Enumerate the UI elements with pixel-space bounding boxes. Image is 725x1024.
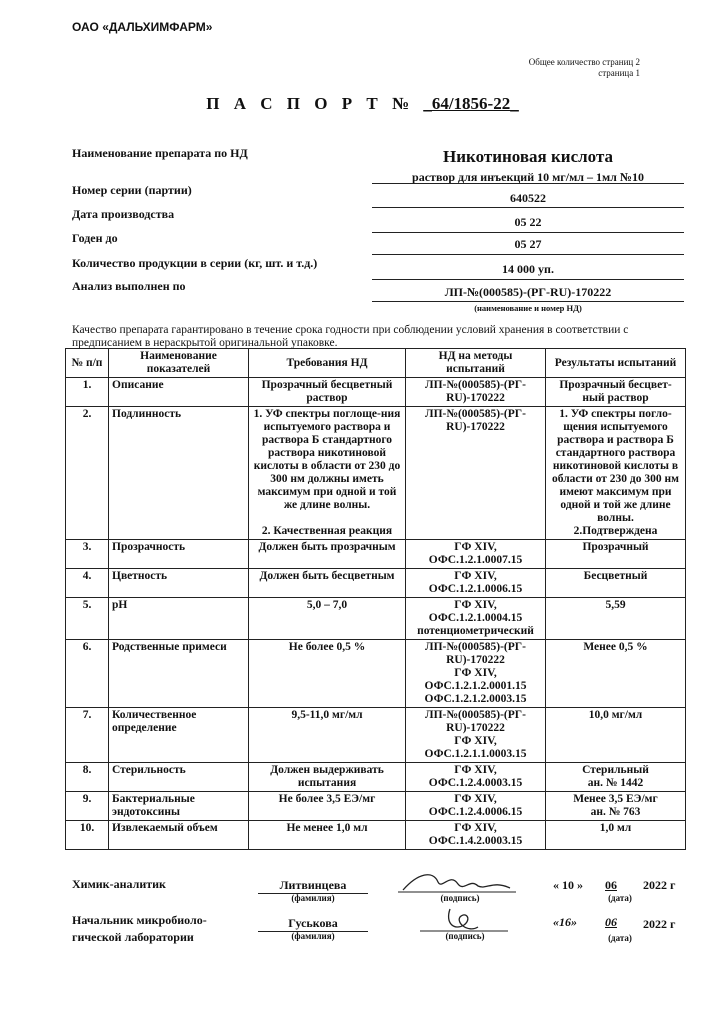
title-prefix: П А С П О Р Т № (206, 94, 424, 113)
lab-head-sign-caption: (подпись) (445, 931, 485, 941)
row-number: 6. (66, 640, 109, 708)
chemist-name-caption: (фамилия) (291, 893, 335, 903)
row-requirement: Должен быть прозрачным (249, 540, 406, 569)
row-method: ГФ XIV, ОФС.1.4.2.0003.15 (406, 821, 546, 850)
line (372, 279, 684, 280)
row-number: 10. (66, 821, 109, 850)
header-requirements: Требования НД (249, 349, 406, 378)
lab-head-name-caption: (фамилия) (291, 931, 335, 941)
total-pages: Общее количество страниц 2 (528, 57, 640, 67)
expiry-date: 05 27 (514, 237, 542, 251)
row-requirement: Должен быть бесцветным (249, 569, 406, 598)
chemist-signature (398, 868, 518, 896)
row-method: ГФ XIV, ОФС.1.2.1.0007.15 (406, 540, 546, 569)
drug-name: Никотиновая кислота (442, 147, 614, 166)
lab-head-date-year: 2022 г (643, 917, 676, 931)
batch-number: 640522 (510, 191, 546, 205)
table-row (66, 598, 686, 640)
row-number: 3. (66, 540, 109, 569)
row-requirement: Должен выдерживать испытания (249, 763, 406, 792)
table-row (66, 763, 686, 792)
row-method: ГФ XIV, ОФС.1.2.1.0004.15 потенциометрический (406, 598, 546, 640)
chemist-role: Химик-аналитик (72, 877, 166, 891)
row-result: Прозрачный (546, 540, 686, 569)
table-row (66, 792, 686, 821)
row-indicator: Описание (109, 378, 249, 407)
table-row (66, 640, 686, 708)
quantity: 14 000 уп. (502, 262, 554, 276)
row-requirement: Не менее 1,0 мл (249, 821, 406, 850)
chemist-sign-caption: (подпись) (440, 893, 480, 903)
line (372, 207, 684, 208)
page-number: страница 1 (598, 68, 640, 78)
row-number: 2. (66, 407, 109, 540)
results-table (65, 348, 686, 850)
row-indicator: Подлинность (109, 407, 249, 540)
header-results: Результаты испытаний (546, 349, 686, 378)
row-number: 8. (66, 763, 109, 792)
chemist-date-day: « 10 » (553, 878, 583, 892)
row-requirement: Не более 0,5 % (249, 640, 406, 708)
row-result: 1. УФ спектры погло-щения испытуемого раствора и раствора Б стандартного раствора никотиновой кислоты в области от 230 до 300 нм имеют максимум при одной и той же длине волны. 2.Подтверждена (546, 407, 686, 540)
line (372, 183, 684, 184)
lab-head-date-day: «16» (553, 915, 577, 929)
row-number: 4. (66, 569, 109, 598)
row-indicator: Бактериальные эндотоксины (109, 792, 249, 821)
table-header-row (66, 349, 686, 378)
row-method: ЛП-№(000585)-(РГ-RU)-170222 (406, 407, 546, 540)
table-row (66, 378, 686, 407)
row-method: ГФ XIV, ОФС.1.2.4.0006.15 (406, 792, 546, 821)
row-requirement: Прозрачный бесцветный раствор (249, 378, 406, 407)
row-indicator: Прозрачность (109, 540, 249, 569)
row-indicator: Родственные примеси (109, 640, 249, 708)
row-indicator: Стерильность (109, 763, 249, 792)
expiry-label: Годен до (72, 231, 118, 245)
row-indicator: pH (109, 598, 249, 640)
production-date: 05 22 (514, 215, 542, 229)
passport-number: _64/1856-22_ (423, 94, 519, 113)
line (372, 254, 684, 255)
row-method: ГФ XIV, ОФС.1.2.4.0003.15 (406, 763, 546, 792)
production-label: Дата производства (72, 207, 175, 221)
chemist-date-month: 06 (605, 878, 617, 892)
row-method: ЛП-№(000585)-(РГ-RU)-170222 ГФ XIV, ОФС.1.2.1.2.0001.15 ОФС.1.2.1.2.0003.15 (406, 640, 546, 708)
name-label: Наименование препарата по НД (72, 146, 248, 160)
batch-label: Номер серии (партии) (72, 183, 192, 197)
row-number: 5. (66, 598, 109, 640)
row-indicator: Цветность (109, 569, 249, 598)
drug-form: раствор для инъекций 10 мг/мл – 1мл №10 (412, 170, 644, 184)
row-result: 1,0 мл (546, 821, 686, 850)
lab-head-date-month: 06 (605, 915, 617, 929)
table-row (66, 569, 686, 598)
chemist-date-year: 2022 г (643, 878, 676, 892)
header-number: № п/п (66, 349, 109, 378)
row-method: ГФ XIV, ОФС.1.2.1.0006.15 (406, 569, 546, 598)
row-requirement: 5,0 – 7,0 (249, 598, 406, 640)
row-number: 9. (66, 792, 109, 821)
page-title (0, 94, 725, 114)
line (372, 232, 684, 233)
row-method: ЛП-№(000585)-(РГ-RU)-170222 (406, 378, 546, 407)
line (372, 301, 684, 302)
header-indicator: Наименование показателей (109, 349, 249, 378)
row-result: Менее 0,5 % (546, 640, 686, 708)
quantity-label: Количество продукции в серии (кг, шт. и т.д.) (72, 256, 318, 270)
chemist-name: Литвинцева (258, 878, 368, 894)
lab-head-name: Гуськова (258, 916, 368, 932)
row-requirement: 1. УФ спектры поглоще-ния испытуемого раствора и раствора Б стандартного раствора никотиновой кислоты в области от 230 до 300 нм должны иметь максимум при одной и той же длине волны. 2. Качественная реакция (249, 407, 406, 540)
analysis-document: ЛП-№(000585)-(РГ-RU)-170222 (444, 285, 612, 299)
row-number: 1. (66, 378, 109, 407)
row-method: ЛП-№(000585)-(РГ-RU)-170222 ГФ XIV, ОФС.1.2.1.1.0003.15 (406, 708, 546, 763)
row-result: Стерильный ан. № 1442 (546, 763, 686, 792)
row-result: 10,0 мг/мл (546, 708, 686, 763)
row-requirement: Не более 3,5 ЕЭ/мг (249, 792, 406, 821)
row-number: 7. (66, 708, 109, 763)
row-result: 5,59 (546, 598, 686, 640)
table-row (66, 821, 686, 850)
table-row (66, 407, 686, 540)
row-result: Прозрачный бесцвет-ный раствор (546, 378, 686, 407)
page-count (529, 57, 640, 79)
chemist-date-caption: (дата) (608, 893, 632, 903)
header-methods: НД на методы испытаний (406, 349, 546, 378)
analysis-note: (наименование и номер НД) (474, 303, 582, 313)
company-name: ОАО «ДАЛЬХИМФАРМ» (72, 20, 213, 34)
row-requirement: 9,5-11,0 мг/мл (249, 708, 406, 763)
lab-head-date-caption: (дата) (608, 933, 632, 943)
table-row (66, 540, 686, 569)
analysis-label: Анализ выполнен по (72, 279, 186, 293)
row-result: Менее 3,5 ЕЭ/мг ан. № 763 (546, 792, 686, 821)
row-indicator: Количественное определение (109, 708, 249, 763)
guarantee-text: Качество препарата гарантировано в течение срока годности при соблюдении условий хранения в соответствии с предписанием в нераскрытой оригинальной упаковке. (72, 324, 629, 349)
row-indicator: Извлекаемый объем (109, 821, 249, 850)
row-result: Бесцветный (546, 569, 686, 598)
lab-head-role: Начальник микробиоло-гической лаборатории (72, 913, 207, 944)
table-row (66, 708, 686, 763)
